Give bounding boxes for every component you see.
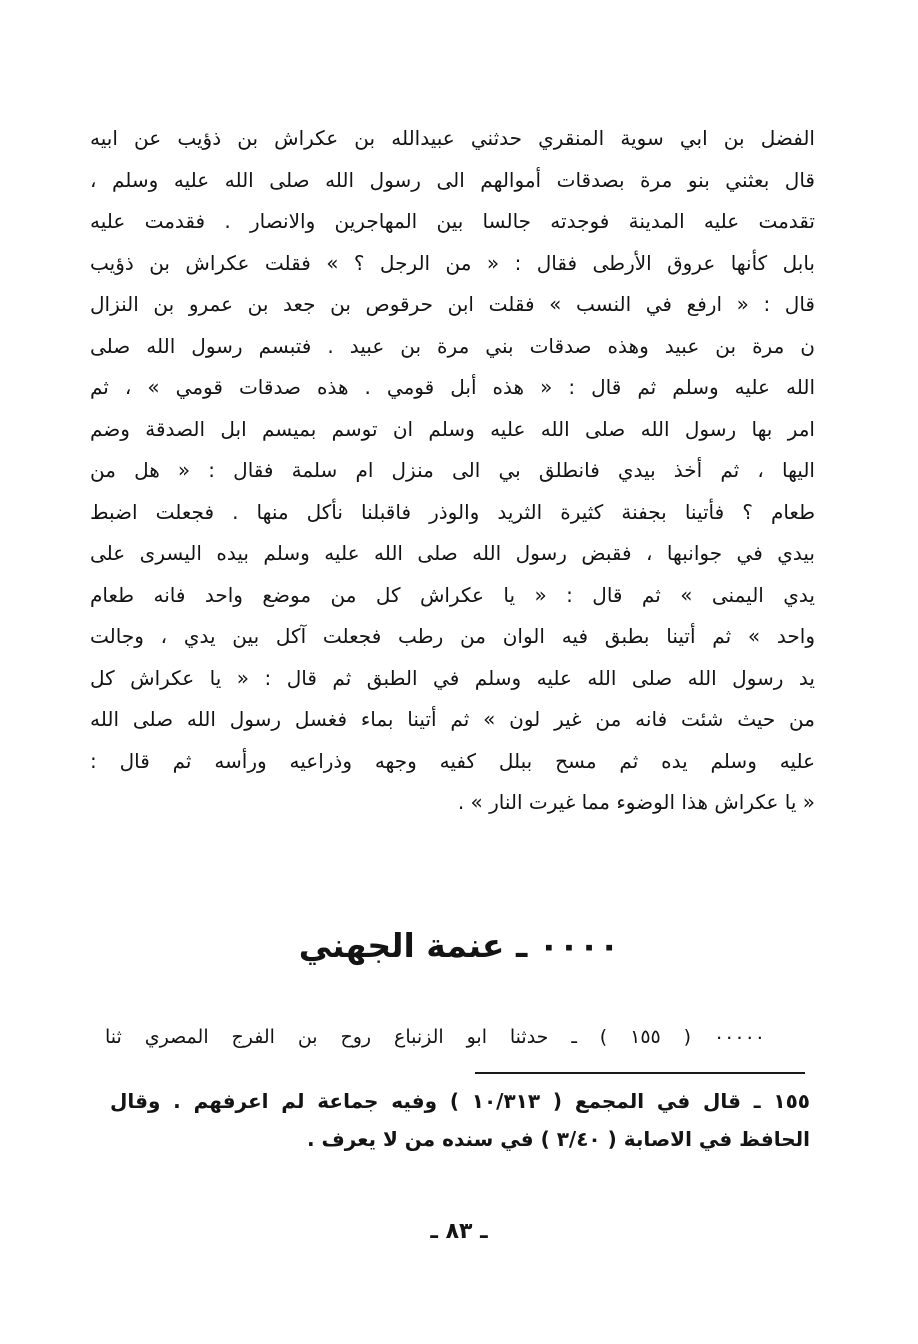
text-line: اليها ، ثم أخذ بيدي فانطلق بي الى منزل ام سلمة فقال : « هل من bbox=[90, 458, 815, 482]
section-heading: ٠٠٠٠ ـ عنمة الجهني bbox=[298, 926, 620, 965]
text-line: الفضل بن ابي سوية المنقري حدثني عبيدالله بن عكراش بن ذؤيب عن ابيه bbox=[90, 126, 815, 150]
isnad-line: ٠٠٠٠٠ ( ١٥٥ ) ـ حدثنا ابو الزنباع روح بن الفرج المصري ثنا bbox=[105, 1026, 765, 1048]
footnote-line: ١٥٥ ـ قال في المجمع ( ١٠/٣١٣ ) وفيه جماعة لم اعرفهم . وقال bbox=[110, 1089, 810, 1113]
text-line: قال : « ارفع في النسب » فقلت ابن حرقوص بن جعد بن عمرو بن النزال bbox=[90, 292, 815, 316]
text-line: الله عليه وسلم ثم قال : « هذه أبل قومي . هذه صدقات قومي » ، ثم bbox=[90, 375, 815, 399]
footnote-line: الحافظ في الاصابة ( ٣/٤٠ ) في سنده من لا يعرف . bbox=[306, 1127, 810, 1151]
text-line: من حيث شئت فانه من غير لون » ثم أتينا بماء فغسل رسول الله صلى الله bbox=[90, 707, 815, 731]
text-line: عليه وسلم يده ثم مسح ببلل كفيه وجهه وذراعيه ورأسه ثم قال : bbox=[90, 748, 815, 773]
hadith-body-text bbox=[90, 118, 815, 824]
text-line: امر بها رسول الله صلى الله عليه وسلم ان توسم بميسم ابل الصدقة وضم bbox=[90, 416, 815, 441]
page-number: ـ ٨٣ ـ bbox=[430, 1219, 488, 1244]
text-line: واحد » ثم أتينا بطبق فيه الوان من رطب فجعلت آكل بين يدي ، وجالت bbox=[90, 624, 815, 648]
text-line: ن مرة بن عبيد وهذه صدقات بني مرة بن عبيد . فتبسم رسول الله صلى bbox=[90, 333, 815, 358]
text-line: طعام ؟ فأتينا بجفنة كثيرة الثريد والوذر فاقبلنا نأكل منها . فجعلت اضبط bbox=[90, 499, 815, 524]
text-line: يد رسول الله صلى الله عليه وسلم في الطبق ثم قال : « يا عكراش كل bbox=[90, 665, 815, 690]
text-line: بيدي في جوانبها ، فقبض رسول الله صلى الله عليه وسلم بيده اليسرى على bbox=[90, 541, 815, 565]
footnote bbox=[110, 1082, 810, 1158]
text-line: « يا عكراش هذا الوضوء مما غيرت النار » . bbox=[457, 790, 815, 814]
footnote-divider bbox=[475, 1072, 805, 1074]
text-line: قال بعثني بنو مرة بصدقات أموالهم الى رسول الله صلى الله عليه وسلم ، bbox=[90, 167, 815, 192]
text-line: تقدمت عليه المدينة فوجدته جالسا بين المهاجرين والانصار . فقدمت عليه bbox=[90, 209, 815, 233]
text-line: يدي اليمنى » ثم قال : « يا عكراش كل من موضع واحد فانه طعام bbox=[90, 582, 815, 607]
text-line: بابل كأنها عروق الأرطى فقال : « من الرجل ؟ » فقلت عكراش بن ذؤيب bbox=[90, 250, 815, 275]
